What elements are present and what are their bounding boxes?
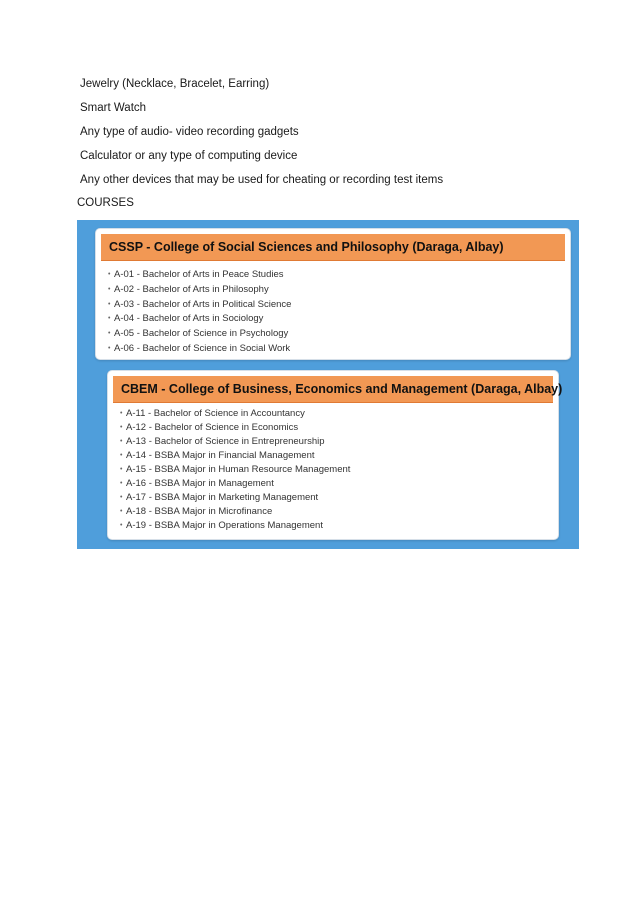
course-item: • A-06 - Bachelor of Science in Social Work: [108, 342, 291, 357]
prohibited-item: Jewelry (Necklace, Bracelet, Earring): [80, 78, 270, 90]
bullet-icon: •: [120, 452, 123, 459]
course-list: [108, 268, 291, 357]
courses-image-panel: [77, 220, 579, 549]
bullet-icon: •: [108, 330, 111, 338]
course-item: • A-02 - Bachelor of Arts in Philosophy: [108, 283, 291, 298]
courses-heading: COURSES: [77, 197, 134, 209]
college-title: CSSP - College of Social Sciences and Philosophy (Daraga, Albay): [101, 234, 565, 261]
college-card-cbem: [107, 370, 563, 540]
bullet-icon: •: [120, 494, 123, 501]
course-item: • A-05 - Bachelor of Science in Psychology: [108, 327, 291, 342]
course-item: • A-19 - BSBA Major in Operations Management: [120, 520, 323, 531]
college-title: CBEM - College of Business, Economics and Management (Daraga, Albay): [113, 376, 553, 403]
course-item: • A-15 - BSBA Major in Human Resource Management: [120, 464, 351, 475]
bullet-icon: •: [120, 466, 123, 473]
course-item: • A-11 - Bachelor of Science in Accountancy: [120, 408, 305, 419]
bullet-icon: •: [108, 285, 111, 293]
college-card-cssp: [95, 228, 571, 360]
course-item: • A-18 - BSBA Major in Microfinance: [120, 506, 273, 517]
course-item: • A-16 - BSBA Major in Management: [120, 478, 274, 489]
prohibited-item: Any other devices that may be used for cheating or recording test items: [80, 174, 444, 186]
bullet-icon: •: [108, 315, 111, 323]
prohibited-item: Calculator or any type of computing device: [80, 150, 298, 162]
course-item: • A-14 - BSBA Major in Financial Management: [120, 450, 315, 461]
course-item: • A-04 - Bachelor of Arts in Sociology: [108, 312, 291, 327]
prohibited-item: Smart Watch: [80, 102, 147, 114]
bullet-icon: •: [120, 480, 123, 487]
prohibited-item: Any type of audio- video recording gadgets: [80, 126, 299, 138]
bullet-icon: •: [108, 344, 111, 352]
bullet-icon: •: [120, 508, 123, 515]
course-item: • A-13 - Bachelor of Science in Entrepreneurship: [120, 436, 325, 447]
course-item: • A-17 - BSBA Major in Marketing Management: [120, 492, 319, 503]
bullet-icon: •: [108, 300, 111, 308]
bullet-icon: •: [108, 271, 111, 278]
course-list: [120, 407, 350, 533]
bullet-icon: •: [120, 438, 123, 445]
bullet-icon: •: [120, 522, 123, 529]
course-item: • A-01 - Bachelor of Arts in Peace Studies: [108, 268, 291, 283]
bullet-icon: •: [120, 410, 123, 417]
bullet-icon: •: [120, 424, 123, 431]
course-item: • A-03 - Bachelor of Arts in Political Science: [108, 298, 291, 313]
course-item: • A-12 - Bachelor of Science in Economics: [120, 422, 299, 433]
